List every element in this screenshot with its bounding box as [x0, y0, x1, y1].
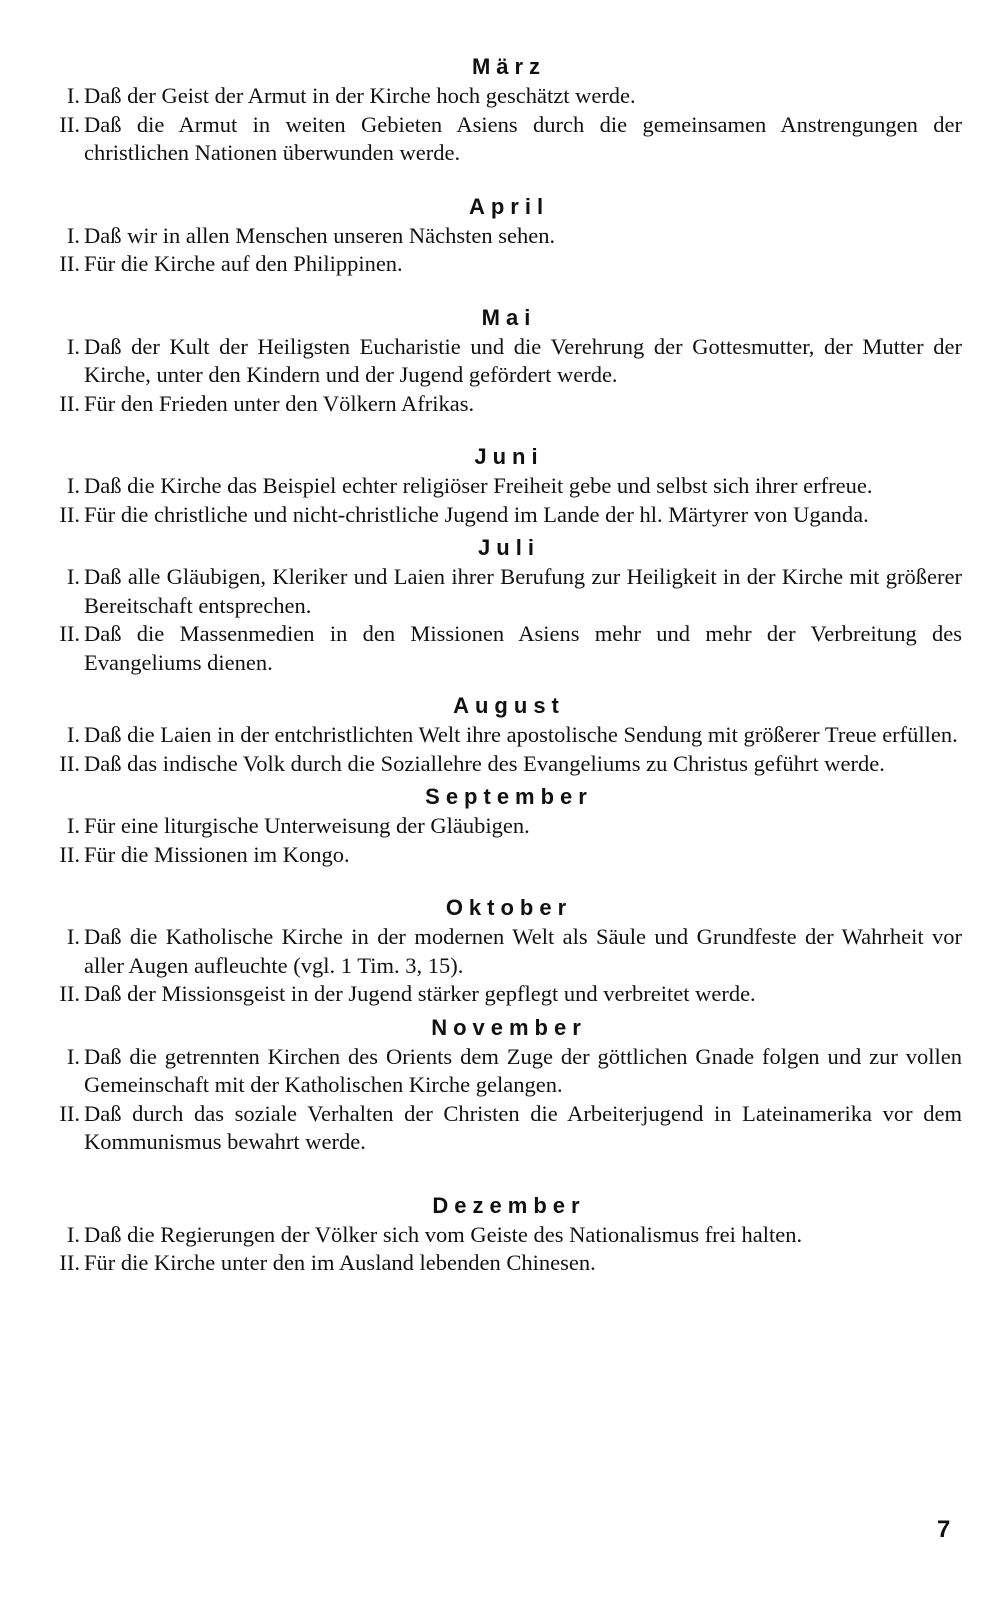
- intention-text: Daß der Kult der Heiligsten Eucharistie und die Verehrung der Gottesmutter, der Mutter der Kirche, unter den Kindern und der Jugend gefördert werde.: [84, 333, 962, 387]
- intention-text: Daß die getrennten Kirchen des Orients dem Zuge der göttlichen Gnade folgen und zur vollen Gemeinschaft mit der Katholischen Kirche gelangen.: [84, 1043, 962, 1097]
- intention-text: Daß alle Gläubigen, Kleriker und Laien ihrer Berufung zur Heiligkeit in der Kirche mit größerer Bereitschaft entsprechen.: [84, 564, 962, 618]
- intention-item: [50, 1043, 962, 1100]
- intention-text: Daß wir in allen Menschen unseren Nächsten sehen.: [84, 222, 556, 248]
- intention-text: Für den Frieden unter den Völkern Afrikas.: [84, 390, 475, 416]
- month-april: [50, 192, 962, 279]
- intention-item: [50, 390, 962, 419]
- intention-number: I.: [66, 83, 80, 108]
- intention-item: [50, 563, 962, 620]
- month-juni: [50, 442, 962, 529]
- intention-number: I.: [66, 924, 80, 949]
- month-maerz: [50, 52, 962, 168]
- month-title: April: [468, 193, 550, 219]
- month-title: März: [471, 54, 547, 79]
- month-august: [50, 691, 962, 778]
- intention-number: II.: [59, 1100, 80, 1126]
- month-dezember: [50, 1191, 962, 1278]
- month-title: Juli: [478, 535, 540, 560]
- intention-item: [50, 472, 962, 501]
- intention-number: II.: [59, 390, 80, 416]
- intention-number: II.: [59, 501, 80, 527]
- intention-number: II.: [59, 251, 80, 276]
- month-oktober: [50, 893, 962, 1009]
- intention-text: Daß die Regierungen der Völker sich vom Geiste des Nationalismus frei halten.: [84, 1221, 803, 1247]
- intention-item: [50, 250, 962, 279]
- intention-text: Für die Kirche unter den im Ausland lebenden Chinesen.: [84, 1250, 596, 1275]
- intention-item: [50, 721, 962, 750]
- month-title: September: [425, 784, 593, 809]
- intention-text: Daß die Armut in weiten Gebieten Asiens durch die gemeinsamen Anstrengungen der christlichen Nationen überwunden werde.: [84, 111, 962, 165]
- intention-item: [50, 222, 962, 251]
- intention-number: I.: [66, 1221, 80, 1247]
- intention-item: [50, 812, 962, 841]
- intention-text: Daß der Geist der Armut in der Kirche hoch geschätzt werde.: [84, 83, 636, 108]
- intention-number: I.: [66, 564, 80, 589]
- intention-text: Für die Kirche auf den Philippinen.: [84, 251, 403, 276]
- page-content: [50, 52, 962, 1278]
- intention-number: I.: [66, 1043, 80, 1069]
- intention-number: II.: [59, 1250, 80, 1275]
- intention-item: [50, 111, 962, 168]
- month-november: [50, 1013, 962, 1157]
- intention-text: Daß die Laien in der entchristlichten Welt ihre apostolische Sendung mit größerer Treue erfüllen.: [84, 722, 958, 747]
- intention-number: II.: [59, 841, 80, 867]
- intention-text: Daß der Missionsgeist in der Jugend stärker gepflegt und verbreitet werde.: [84, 981, 756, 1006]
- month-title: Juni: [474, 444, 544, 469]
- month-september: [50, 782, 962, 869]
- intention-text: Daß die Kirche das Beispiel echter religiöser Freiheit gebe und selbst sich ihrer erfreue.: [84, 473, 873, 498]
- month-title: Oktober: [445, 895, 573, 920]
- intention-number: II.: [59, 621, 80, 646]
- intention-item: [50, 841, 962, 870]
- intention-text: Daß das indische Volk durch die Soziallehre des Evangeliums zu Christus geführt werde.: [84, 750, 885, 776]
- intention-number: II.: [59, 111, 80, 137]
- intention-number: I.: [66, 722, 80, 747]
- month-title: Mai: [481, 304, 537, 330]
- intention-text: Daß die Katholische Kirche in der modernen Welt als Säule und Grundfeste der Wahrheit vor aller Augen aufleuchte (vgl. 1 Tim. 3, 15).: [84, 924, 962, 978]
- intention-text: Für eine liturgische Unterweisung der Gläubigen.: [84, 813, 530, 838]
- intention-item: [50, 750, 962, 779]
- intention-item: [50, 82, 962, 111]
- intention-number: I.: [66, 813, 80, 838]
- intention-item: [50, 620, 962, 677]
- page-number: 7: [937, 1516, 951, 1543]
- intention-number: II.: [59, 750, 80, 776]
- intention-number: I.: [66, 333, 80, 359]
- month-mai: [50, 303, 962, 419]
- intention-text: Für die christliche und nicht-christliche Jugend im Lande der hl. Märtyrer von Uganda.: [84, 501, 869, 527]
- month-title: August: [453, 693, 565, 718]
- month-title: November: [431, 1014, 587, 1040]
- intention-number: I.: [66, 473, 80, 498]
- month-juli: [50, 533, 962, 677]
- month-title: Dezember: [432, 1192, 586, 1218]
- intention-item: [50, 1249, 962, 1278]
- intention-item: [50, 1100, 962, 1157]
- intention-item: [50, 501, 962, 530]
- intention-text: Daß durch das soziale Verhalten der Christen die Arbeiterjugend in Lateinamerika vor dem Kommunismus bewahrt werde.: [84, 1100, 962, 1154]
- intention-item: [50, 980, 962, 1009]
- intention-item: [50, 333, 962, 390]
- intention-item: [50, 923, 962, 980]
- intention-number: II.: [59, 981, 80, 1006]
- intention-number: I.: [66, 222, 80, 248]
- intention-item: [50, 1221, 962, 1250]
- intention-text: Daß die Massenmedien in den Missionen Asiens mehr und mehr der Verbreitung des Evangeliums dienen.: [84, 621, 962, 675]
- intention-text: Für die Missionen im Kongo.: [84, 841, 350, 867]
